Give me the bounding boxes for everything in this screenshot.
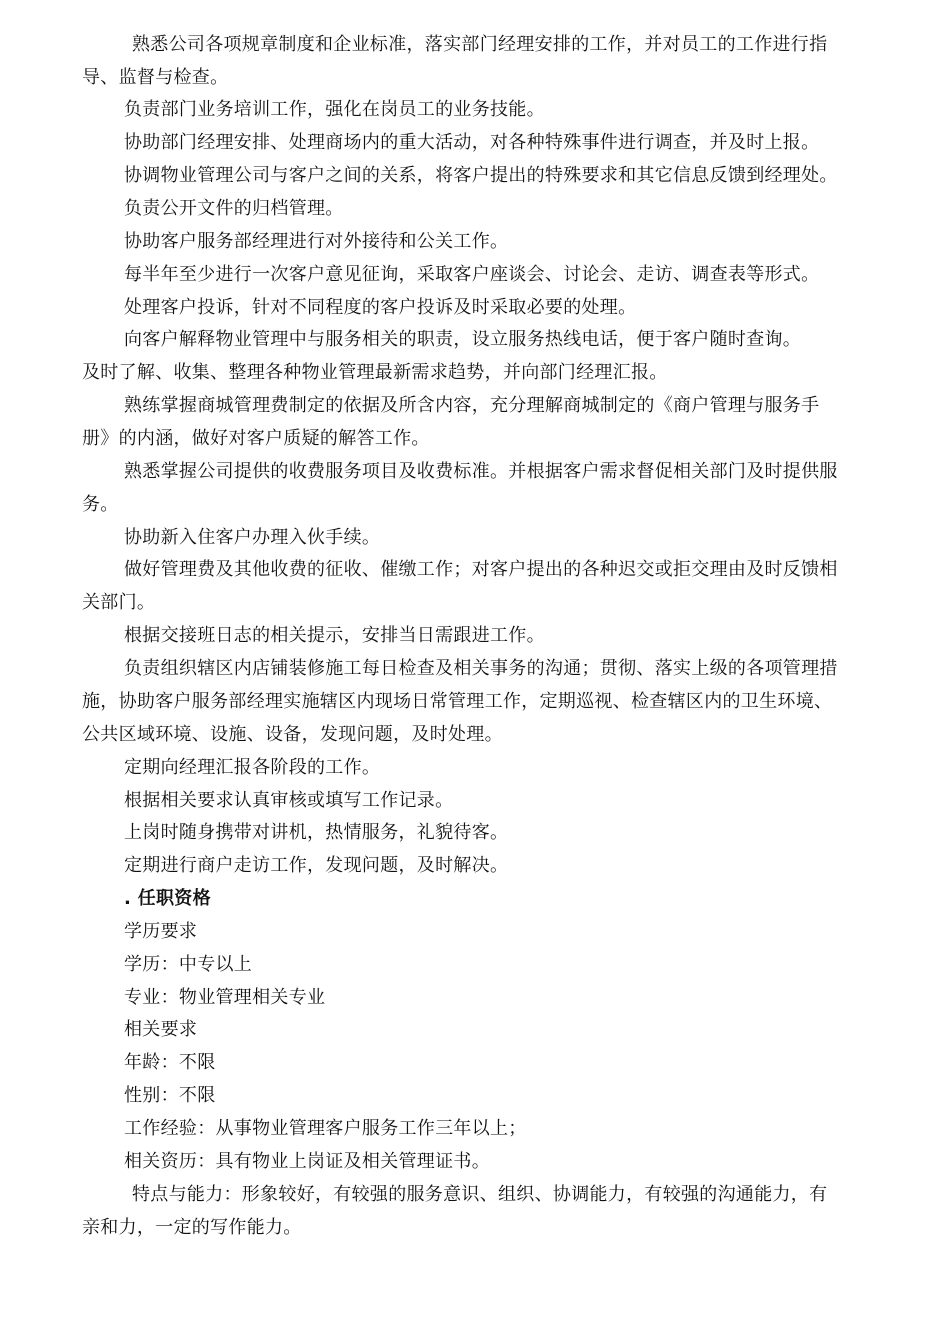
text-line: 相关资历：具有物业上岗证及相关管理证书。 xyxy=(124,1151,490,1172)
text-line: 每半年至少进行一次客户意见征询，采取客户座谈会、讨论会、走访、调查表等形式。 xyxy=(124,264,820,285)
text-line: 及时了解、收集、整理各种物业管理最新需求趋势，并向部门经理汇报。 xyxy=(82,362,668,383)
section-heading: . 任职资格 xyxy=(124,888,211,909)
text-line: 熟悉掌握公司提供的收费服务项目及收费标准。并根据客户需求督促相关部门及时提供服 xyxy=(124,461,838,482)
text-line: 处理客户投诉，针对不同程度的客户投诉及时采取必要的处理。 xyxy=(124,297,637,318)
text-line: 专业：物业管理相关专业 xyxy=(124,987,326,1008)
text-line: 务。 xyxy=(82,494,119,515)
text-line: 熟练掌握商城管理费制定的依据及所含内容，充分理解商城制定的《商户管理与服务手 xyxy=(124,395,820,416)
text-line: 负责组织辖区内店铺装修施工每日检查及相关事务的沟通；贯彻、落实上级的各项管理措 xyxy=(124,658,838,679)
text-line: 协助客户服务部经理进行对外接待和公关工作。 xyxy=(124,231,509,252)
text-line: 协助新入住客户办理入伙手续。 xyxy=(124,527,381,548)
text-line: 定期向经理汇报各阶段的工作。 xyxy=(124,757,381,778)
text-line: 公共区域环境、设施、设备，发现问题，及时处理。 xyxy=(82,724,503,745)
text-line: 做好管理费及其他收费的征收、催缴工作；对客户提出的各种迟交或拒交理由及时反馈相 xyxy=(124,559,838,580)
text-line: 学历要求 xyxy=(124,921,198,942)
text-line: 熟悉公司各项规章制度和企业标准，落实部门经理安排的工作，并对员工的工作进行指 xyxy=(132,34,828,55)
text-line: 册》的内涵，做好对客户质疑的解答工作。 xyxy=(82,428,430,449)
text-line: 向客户解释物业管理中与服务相关的职责，设立服务热线电话，便于客户随时查询。 xyxy=(124,329,802,350)
text-line: 特点与能力：形象较好，有较强的服务意识、组织、协调能力，有较强的沟通能力，有 xyxy=(132,1184,828,1205)
text-line: 根据交接班日志的相关提示，安排当日需跟进工作。 xyxy=(124,625,545,646)
text-line: 负责部门业务培训工作，强化在岗员工的业务技能。 xyxy=(124,99,545,120)
text-line: 工作经验：从事物业管理客户服务工作三年以上； xyxy=(124,1118,527,1139)
text-line: 亲和力，一定的写作能力。 xyxy=(82,1217,302,1238)
text-line: 负责公开文件的归档管理。 xyxy=(124,198,344,219)
text-line: 协助部门经理安排、处理商场内的重大活动，对各种特殊事件进行调查，并及时上报。 xyxy=(124,132,820,153)
text-line: 关部门。 xyxy=(82,592,156,613)
text-line: 相关要求 xyxy=(124,1019,198,1040)
text-line: 性别：不限 xyxy=(124,1085,216,1106)
text-line: 导、监督与检查。 xyxy=(82,67,229,88)
text-line: 上岗时随身携带对讲机，热情服务，礼貌待客。 xyxy=(124,822,509,843)
text-line: 施，协助客户服务部经理实施辖区内现场日常管理工作，定期巡视、检查辖区内的卫生环境、 xyxy=(82,691,833,712)
text-line: 定期进行商户走访工作，发现问题，及时解决。 xyxy=(124,855,509,876)
text-line: 协调物业管理公司与客户之间的关系，将客户提出的特殊要求和其它信息反馈到经理处。 xyxy=(124,165,838,186)
text-line: 学历：中专以上 xyxy=(124,954,253,975)
text-line: 根据相关要求认真审核或填写工作记录。 xyxy=(124,790,454,811)
text-line: 年龄：不限 xyxy=(124,1052,216,1073)
